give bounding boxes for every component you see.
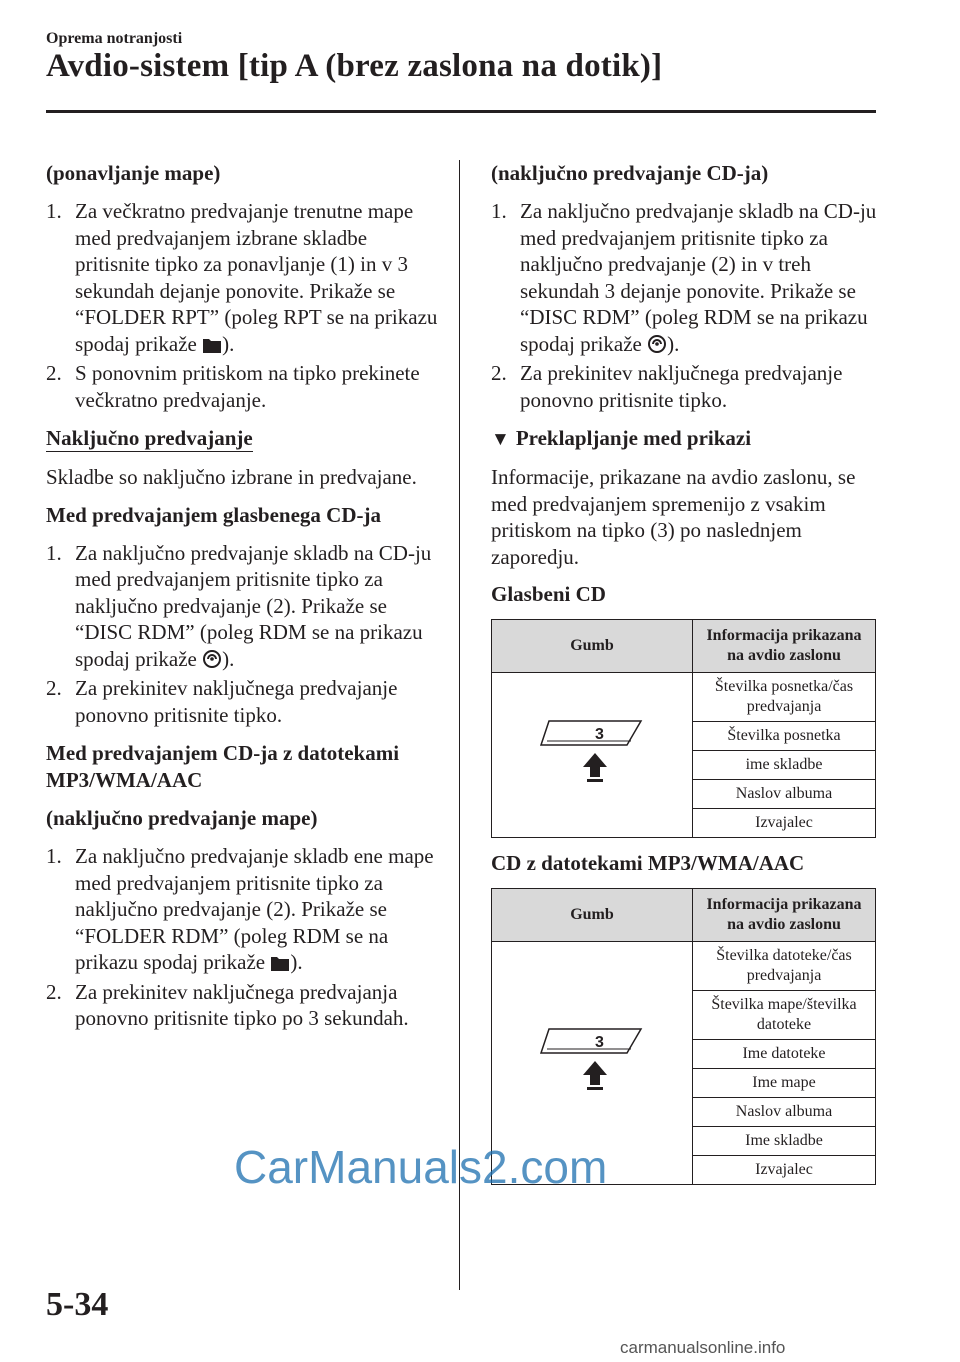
cd-random-list [491, 198, 881, 413]
folder-icon [270, 952, 290, 979]
random-heading: Naključno predvajanje [46, 426, 253, 450]
music-cd-heading: Med predvajanjem glasbenega CD-ja [46, 502, 381, 527]
title-rule [46, 110, 876, 113]
disc-random-icon [202, 649, 222, 676]
section-label: Oprema notranjosti [46, 30, 183, 47]
random-intro: Skladbe so naključno izbrane in predvajane. [46, 465, 417, 489]
folder-repeat-heading: (ponavljanje mape) [46, 161, 221, 185]
list-item: 2. Za prekinitev naključnega predvajanja ponovno pritisnite tipko po 3 sekundah. [46, 979, 409, 1030]
table-cell: Ime datoteke [693, 1040, 876, 1069]
mp3-table-title: CD z datotekami MP3/WMA/AAC [491, 851, 805, 875]
table-header-button: Gumb [492, 889, 693, 942]
table-cell: Številka datoteke/čas predvajanja [693, 942, 876, 991]
button-3-icon [537, 717, 647, 787]
list-item: 1. Za večkratno predvajanje trenutne mape med predvajanjem izbrane skladbe pritisnite tipko za ponavljanje (1) in v 3 sekundah dejanje ponovite. Prikaže se “FOLDER RPT” (poleg RPT se na prikazu spodaj prikaže ). [46, 198, 446, 360]
table-cell: Številka posnetka/čas predvajanja [693, 673, 876, 722]
switch-heading: ▼ Preklapljanje med prikazi [491, 426, 752, 450]
left-column [46, 160, 446, 1044]
page-number: 5-34 [46, 1286, 109, 1323]
table-header-info: Informacija prikazana na avdio zaslonu [693, 620, 876, 673]
table-cell: Naslov albuma [693, 780, 876, 809]
table-cell: Ime skladbe [693, 1127, 876, 1156]
page-title: Avdio-sistem [tip A (brez zaslona na dotik)] [46, 48, 663, 84]
folder-random-list [46, 843, 446, 1032]
music-cd-list [46, 540, 446, 729]
button-3-icon [537, 1025, 647, 1095]
right-column [491, 160, 881, 1197]
folder-icon [202, 334, 222, 361]
watermark: CarManuals2.com [234, 1141, 608, 1193]
table-header-info: Informacija prikazana na avdio zaslonu [693, 889, 876, 942]
table-cell: Številka posnetka [693, 722, 876, 751]
table-header-button: Gumb [492, 620, 693, 673]
button-illustration [492, 673, 693, 838]
mp3-cd-heading: Med predvajanjem CD-ja z datotekami MP3/WMA/AAC [46, 741, 400, 792]
list-item: 2. S ponovnim pritiskom na tipko prekinete večkratno predvajanje. [46, 361, 420, 412]
column-divider [459, 160, 460, 1290]
source-watermark: carmanualsonline.info [620, 1338, 786, 1357]
button-number: 3 [595, 726, 604, 743]
music-cd-table [491, 619, 876, 838]
list-item: 2. Za prekinitev naključnega predvajanje ponovno pritisnite tipko. [46, 676, 398, 727]
triangle-down-icon: ▼ [491, 429, 510, 450]
disc-random-icon [647, 334, 667, 361]
list-item: 1. Za naključno predvajanje skladb ene mape med predvajanjem pritisnite tipko za naključno predvajanje (2). Prikaže se “FOLDER RDM” (poleg RDM se na prikazu spodaj prikaže ). [46, 843, 446, 979]
table-cell: Naslov albuma [693, 1098, 876, 1127]
cd-random-heading: (naključno predvajanje CD-ja) [491, 161, 769, 185]
table-cell: Izvajalec [693, 1156, 876, 1185]
folder-repeat-list [46, 198, 446, 413]
folder-random-heading: (naključno predvajanje mape) [46, 806, 318, 830]
table-cell: Številka mape/številka datoteke [693, 991, 876, 1040]
music-table-title: Glasbeni CD [491, 582, 606, 606]
list-item: 2. Za prekinitev naključnega predvajanje ponovno pritisnite tipko. [491, 361, 843, 412]
table-cell: Izvajalec [693, 809, 876, 838]
table-cell: ime skladbe [693, 751, 876, 780]
list-item: 1. Za naključno predvajanje skladb na CD-ju med predvajanjem pritisnite tipko za naključno predvajanje (2). Prikaže se “DISC RDM” (poleg RDM se na prikazu spodaj prikaže ). [46, 540, 446, 676]
table-cell: Ime mape [693, 1069, 876, 1098]
list-item: 1. Za naključno predvajanje skladb na CD-ju med predvajanjem pritisnite tipko za naključno predvajanje (2) in v treh sekundah 3 dejanje ponovite. Prikaže se “DISC RDM” (poleg RDM se na prikazu spodaj prikaže ). [491, 198, 881, 360]
switch-intro: Informacije, prikazane na avdio zaslonu, se med predvajanjem spremenijo z vsakim pritiskom na tipko (3) po naslednjem zaporedju. [491, 465, 856, 569]
button-number: 3 [595, 1034, 604, 1051]
